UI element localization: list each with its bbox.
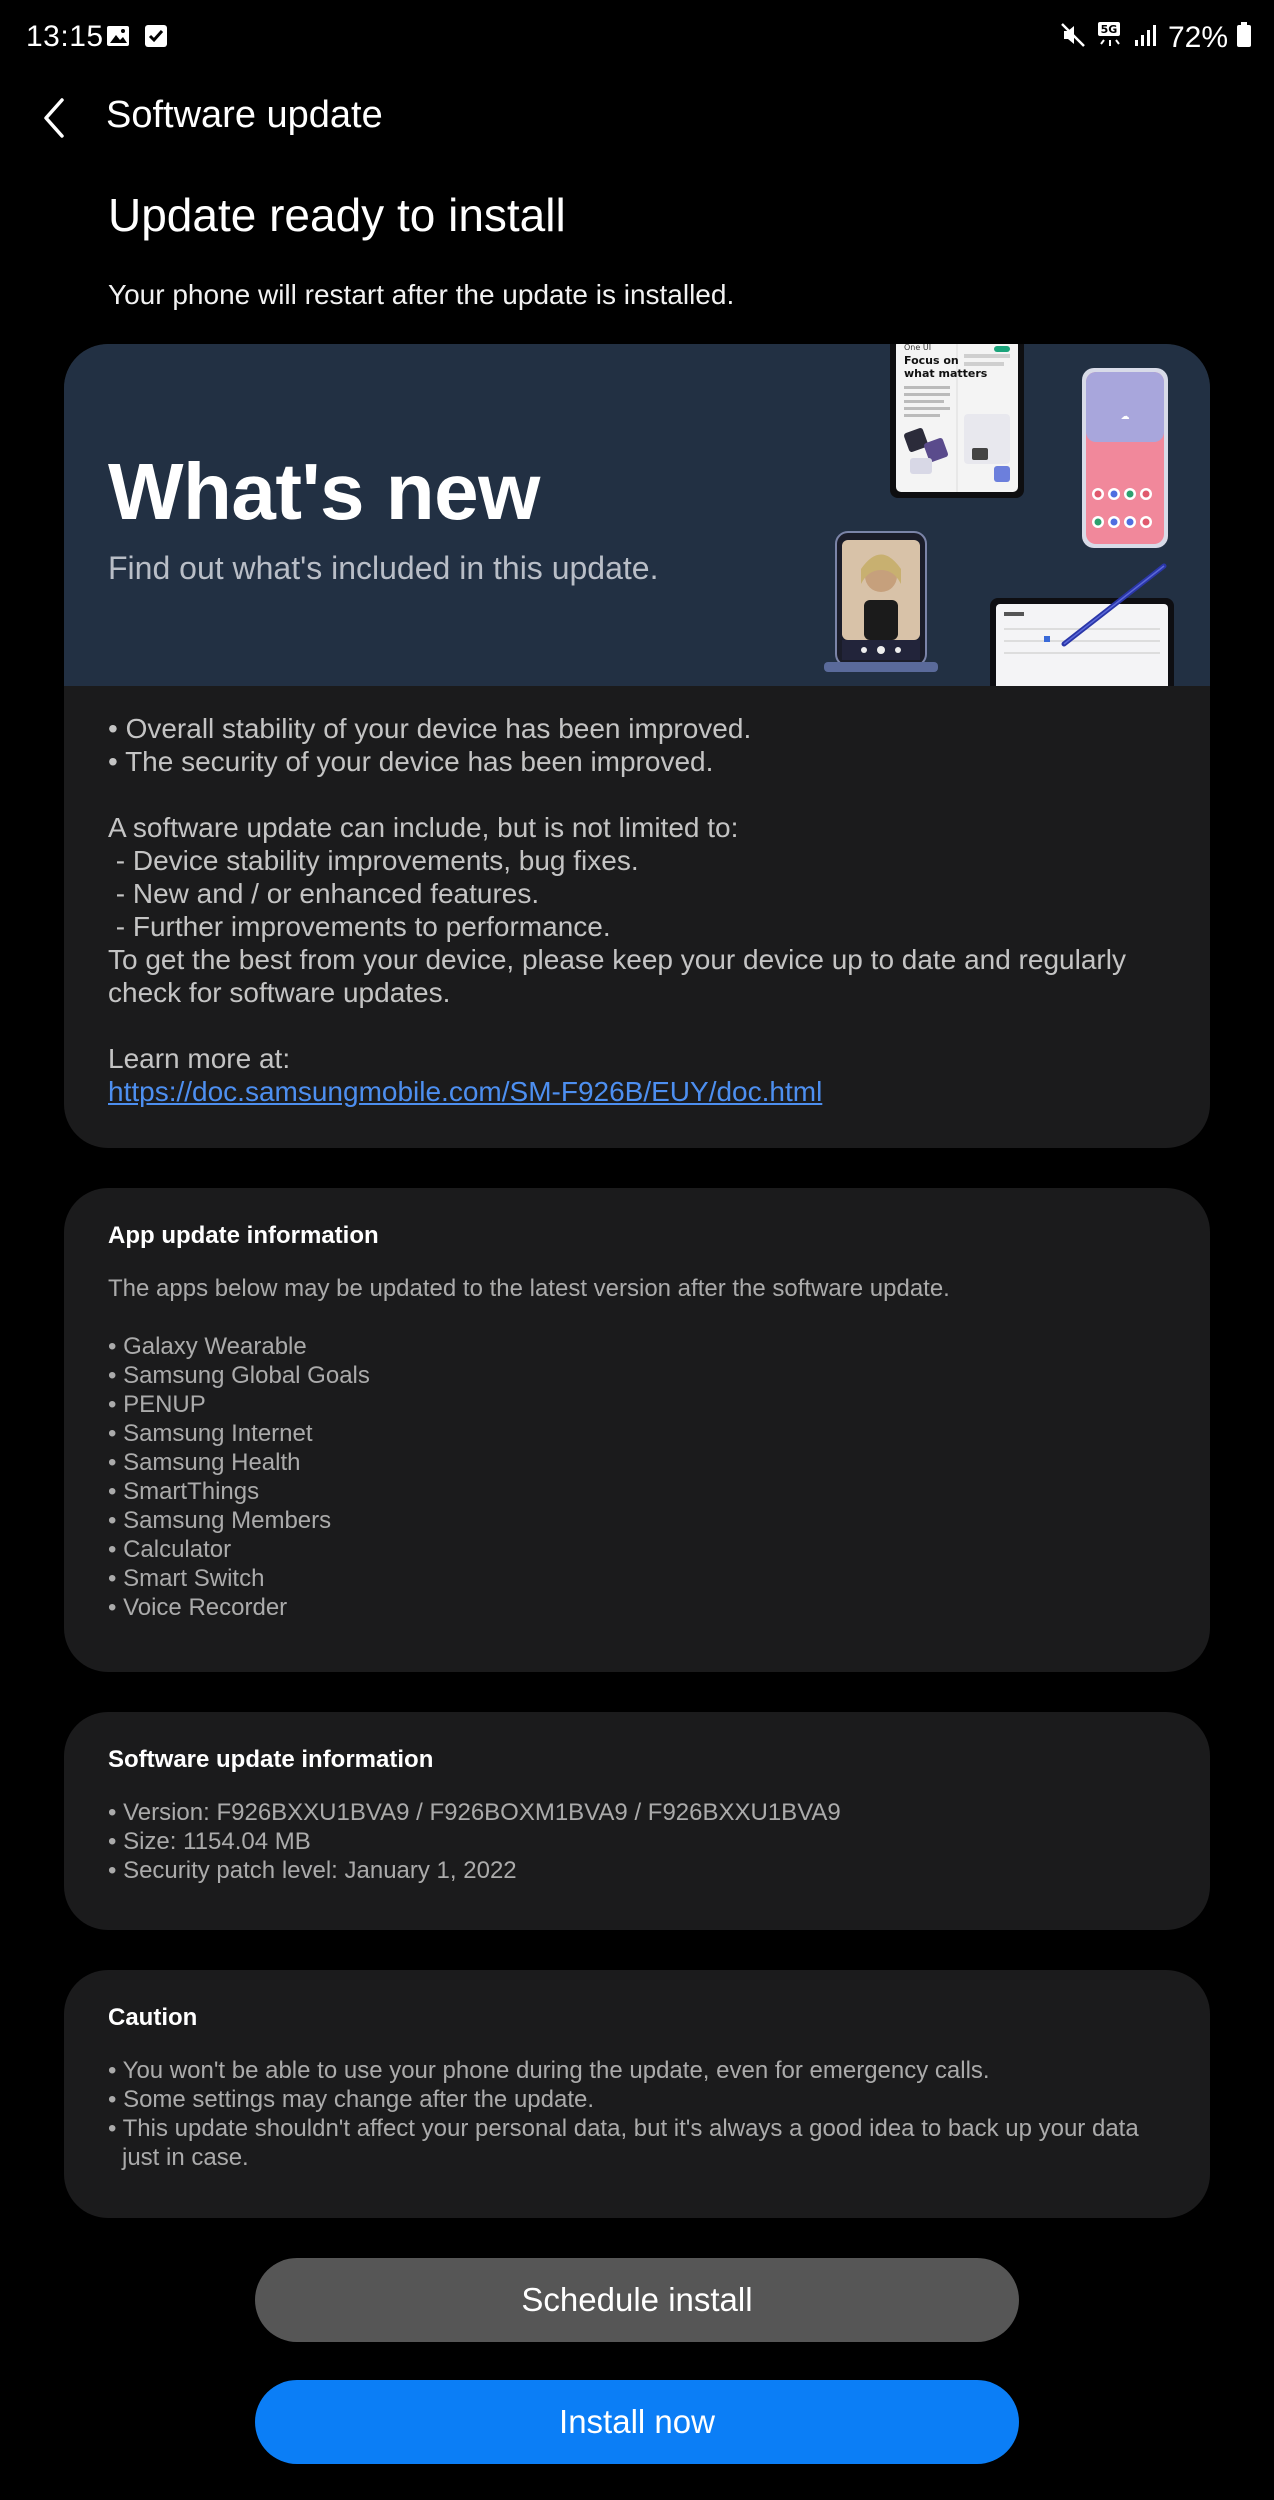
app-bar: [0, 76, 1274, 160]
app-list-item: • Samsung Health: [108, 1449, 301, 1476]
caution-text: [108, 2056, 1168, 2172]
status-notification-icons: [104, 22, 170, 55]
caution-title: Caution: [108, 2004, 198, 2031]
flip-phone-illustration: [824, 532, 938, 672]
status-system-icons: [1058, 20, 1252, 55]
banner-phone-line2: Focus on: [904, 354, 959, 367]
whats-new-spacer: [108, 1009, 1168, 1042]
software-update-card: [64, 1712, 1210, 1930]
learn-more-label: Learn more at:: [108, 1043, 291, 1074]
signal-icon: [1132, 21, 1160, 54]
whats-new-subtitle: Find out what's included in this update.: [108, 550, 659, 586]
whats-new-line: To get the best from your device, please keep your device up to date and regularly: [108, 944, 1126, 975]
whats-new-line: A software update can include, but is not limited to:: [108, 812, 739, 843]
app-list-item: • Samsung Internet: [108, 1420, 313, 1447]
status-bar: [0, 0, 1274, 76]
banner-phone-line3: what matters: [904, 367, 988, 380]
whats-new-spacer: [108, 778, 1168, 811]
page-subtitle: Your phone will restart after the update is installed.: [108, 279, 735, 310]
security-patch-info: • Security patch level: January 1, 2022: [108, 1857, 517, 1884]
app-title: Software update: [106, 94, 383, 136]
app-update-title: App update information: [108, 1222, 379, 1249]
software-update-title: Software update information: [108, 1746, 434, 1773]
5g-icon: [1096, 20, 1124, 55]
app-update-spacer: [108, 1303, 1168, 1332]
page-heading: Update ready to install: [108, 189, 566, 241]
foldable-phone-illustration: [890, 344, 1024, 498]
version-info: • Version: F926BXXU1BVA9 / F926BOXM1BVA9 / F926BXXU1BVA9: [108, 1799, 841, 1826]
whats-new-banner: [64, 344, 1210, 686]
caution-item: • This update shouldn't affect your personal data, but it's always a good idea to back up your data just in case.: [108, 2115, 1139, 2171]
whats-new-line: - Further improvements to performance.: [108, 911, 611, 942]
whats-new-card: [64, 344, 1210, 1148]
status-time: 13:15: [26, 20, 104, 53]
app-update-description: The apps below may be updated to the latest version after the software update.: [108, 1275, 950, 1302]
whats-new-line: check for software updates.: [108, 977, 451, 1008]
tablet-illustration: [990, 566, 1174, 686]
whats-new-line: • Overall stability of your device has been improved.: [108, 713, 752, 744]
checkbox-icon: [142, 22, 170, 55]
whats-new-line: - Device stability improvements, bug fixes.: [108, 845, 639, 876]
app-list-item: • Smart Switch: [108, 1565, 265, 1592]
app-list-item: • Voice Recorder: [108, 1594, 288, 1621]
gallery-icon: [104, 22, 132, 55]
banner-phone-line1: One UI: [904, 344, 932, 352]
chevron-left-icon: [38, 96, 70, 140]
caution-card: [64, 1970, 1210, 2218]
network-label: 5G: [1100, 23, 1118, 36]
app-list-item: • PENUP: [108, 1391, 206, 1418]
whats-new-line: • The security of your device has been improved.: [108, 746, 714, 777]
app-list-item: • Galaxy Wearable: [108, 1333, 307, 1360]
app-update-text: [108, 1274, 1168, 1622]
app-list-item: • Samsung Members: [108, 1507, 332, 1534]
back-button[interactable]: [24, 88, 84, 148]
schedule-install-button[interactable]: Schedule install: [255, 2258, 1019, 2342]
app-list-item: • SmartThings: [108, 1478, 260, 1505]
whats-new-line: - New and / or enhanced features.: [108, 878, 540, 909]
battery-percent: 72%: [1167, 20, 1228, 54]
mute-icon: [1058, 20, 1088, 55]
app-list-item: • Calculator: [108, 1536, 232, 1563]
software-update-text: [108, 1798, 1168, 1885]
battery-icon: [1236, 21, 1252, 54]
app-list-item: • Samsung Global Goals: [108, 1362, 370, 1389]
app-update-card: [64, 1188, 1210, 1672]
svg-text:☁: ☁: [1120, 412, 1130, 422]
size-info: • Size: 1154.04 MB: [108, 1828, 311, 1855]
caution-item: • Some settings may change after the update.: [108, 2086, 595, 2113]
learn-more-link[interactable]: https://doc.samsungmobile.com/SM-F926B/EUY/doc.html: [108, 1076, 823, 1107]
caution-item: • You won't be able to use your phone during the update, even for emergency calls.: [108, 2057, 990, 2084]
pink-phone-illustration: [1082, 368, 1168, 548]
whats-new-body: [108, 712, 1168, 1108]
whats-new-title: What's new: [108, 447, 540, 536]
install-now-button[interactable]: Install now: [255, 2380, 1019, 2464]
